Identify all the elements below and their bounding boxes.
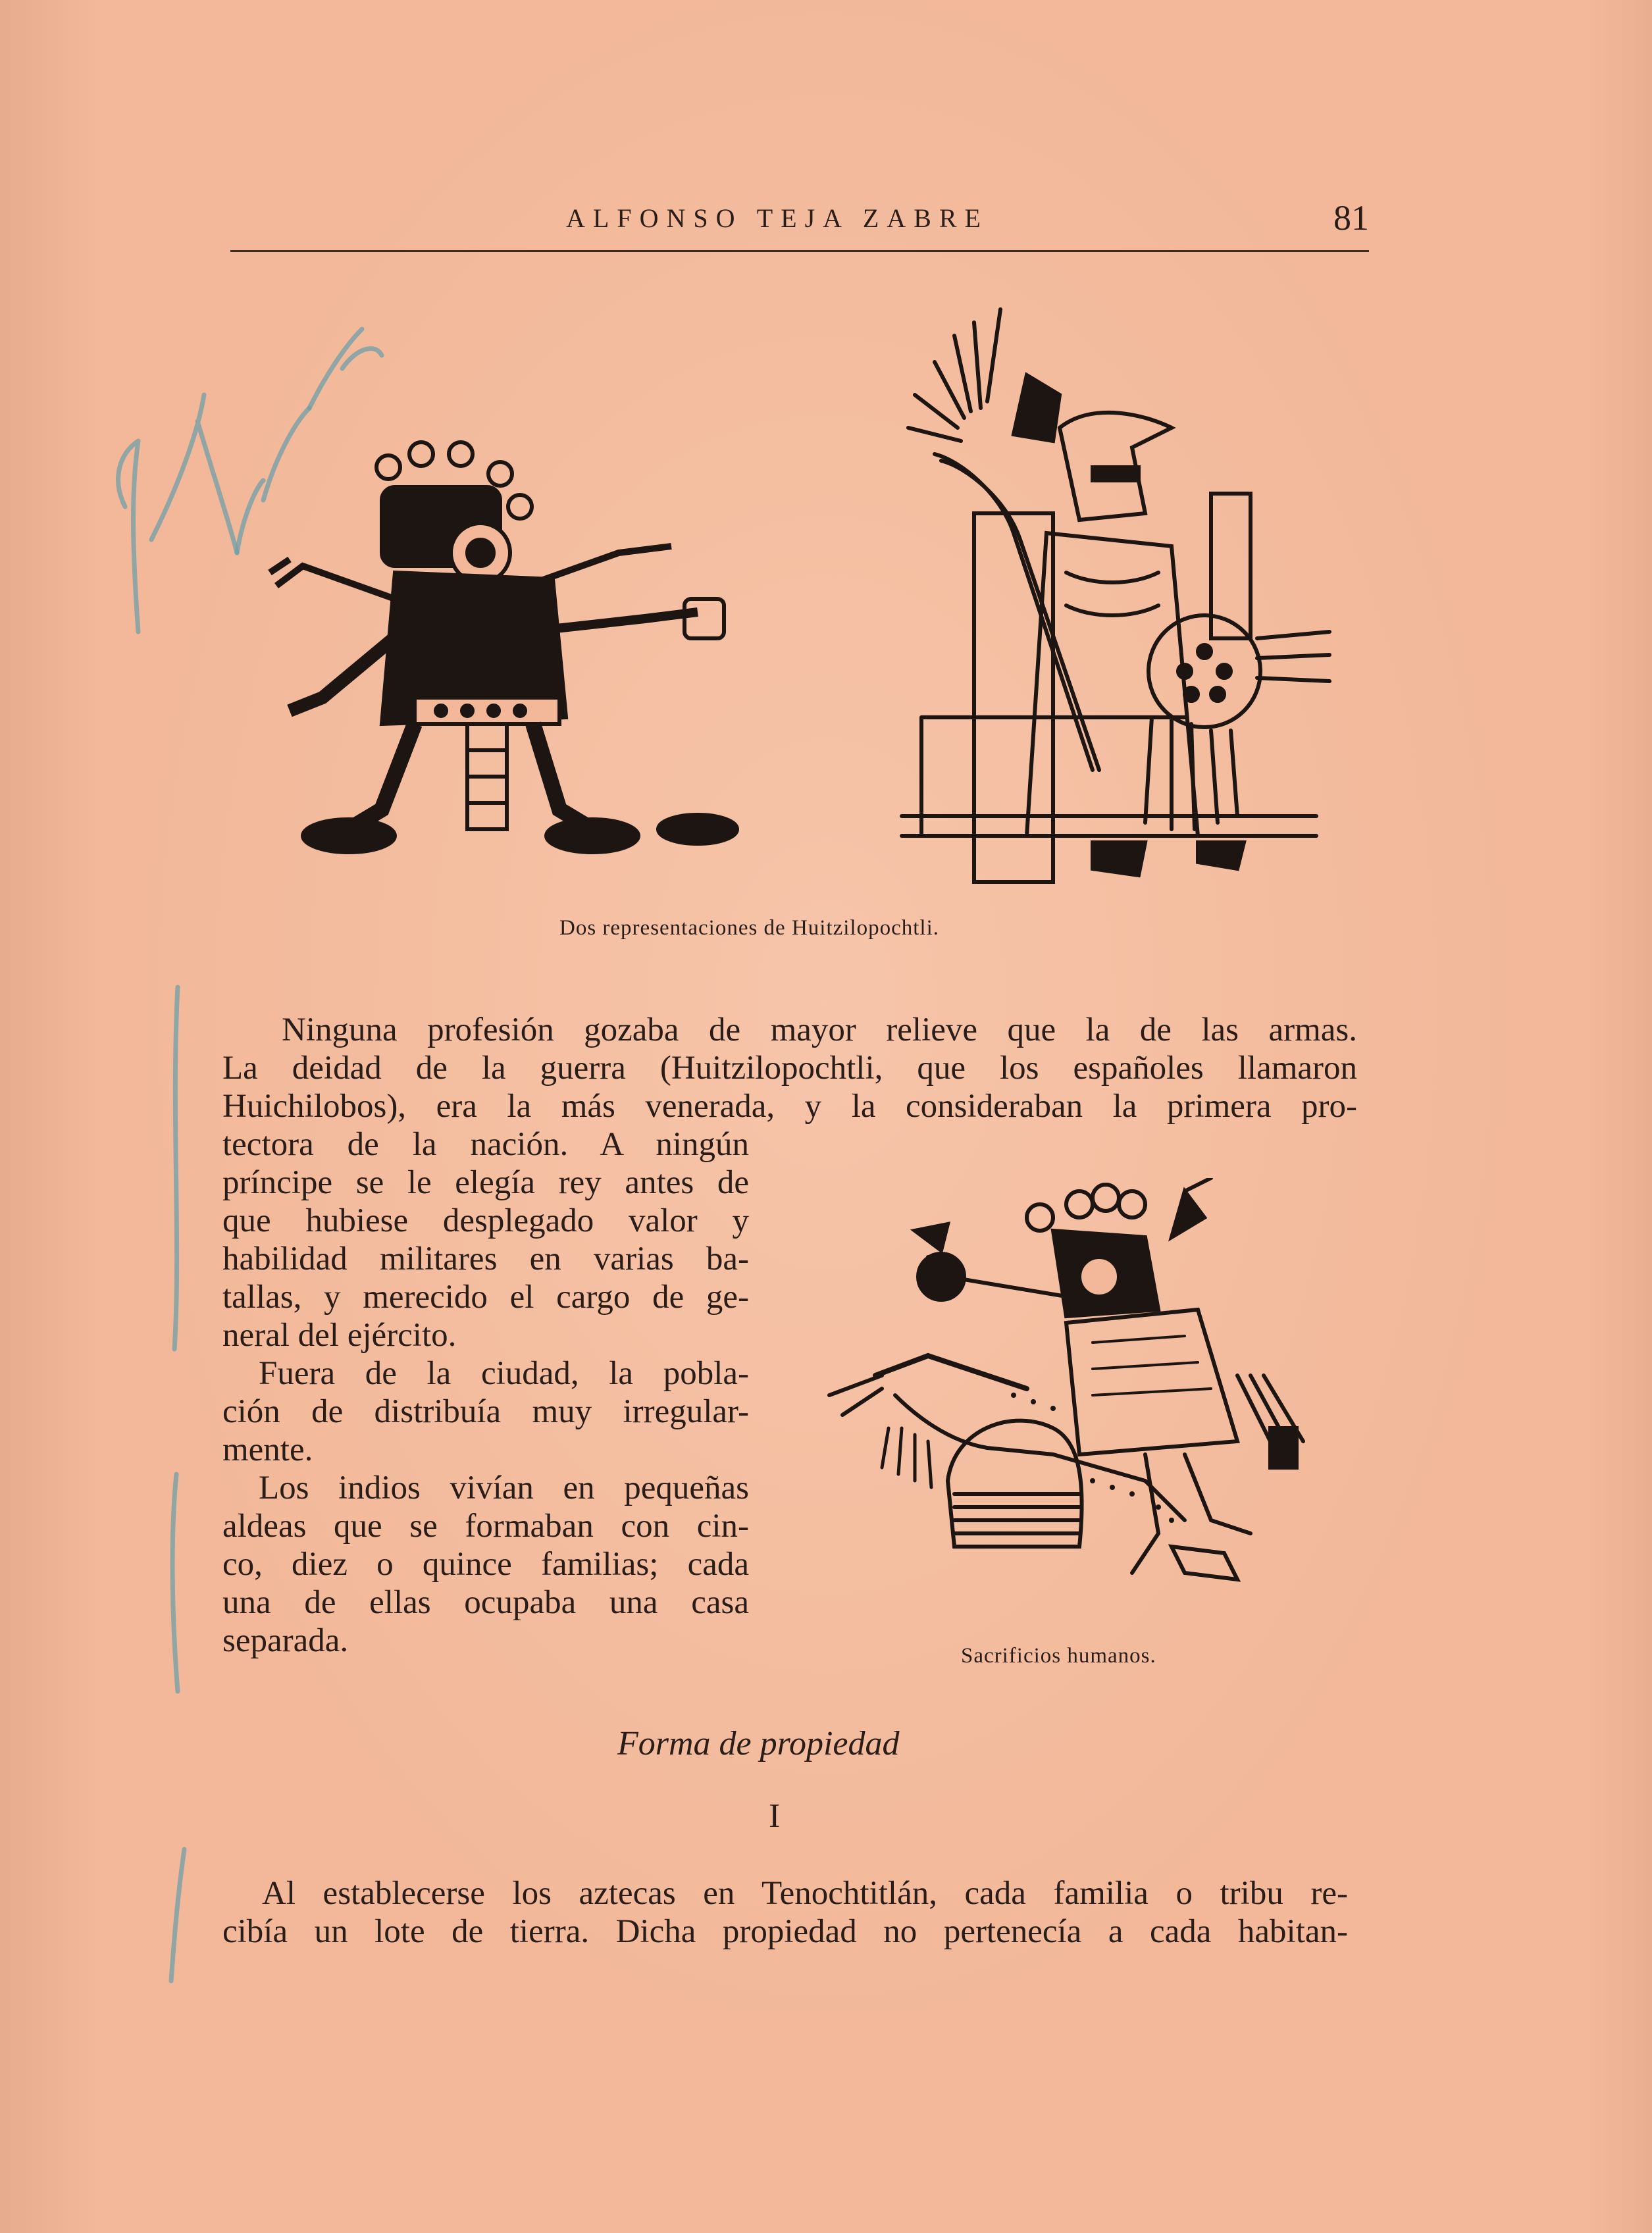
page-number: 81	[1333, 198, 1369, 238]
paragraph-1-full-width	[222, 1011, 1357, 1125]
text-line: Ninguna profesión gozaba de mayor relieve que la de las armas.	[282, 1012, 1357, 1048]
text-line: tallas, y merecido el cargo de ge-	[222, 1279, 749, 1316]
text-line: co, diez o quince familias; cada	[222, 1546, 749, 1583]
text-line: tectora de la nación. A ningún	[222, 1126, 749, 1163]
figure-caption-sacrificios: Sacrificios humanos.	[961, 1644, 1156, 1668]
huitzilopochtli-seated-warrior	[895, 296, 1356, 902]
text-line: La deidad de la guerra (Huitzilopochtli, que los españoles llamaron	[222, 1050, 1357, 1087]
text-line: cibía un lote de tierra. Dicha propiedad no pertenecía a cada habitan-	[222, 1913, 1348, 1950]
narrow-column-text	[222, 1125, 749, 1660]
section-heading: Forma de propiedad	[617, 1725, 900, 1762]
text-line: que hubiese desplegado valor y	[222, 1202, 749, 1239]
text-line: Huichilobos), era la más venerada, y la consideraban la primera pro-	[222, 1088, 1357, 1125]
text-line: príncipe se le elegía rey antes de	[222, 1164, 749, 1201]
text-line: aldeas que se formaban con cin-	[222, 1508, 749, 1545]
figure-caption-huitzilopochtli: Dos representaciones de Huitzilopochtli.	[559, 916, 940, 940]
text-line: Al establecerse los aztecas en Tenochtitlán, cada familia o tribu re-	[262, 1875, 1348, 1912]
section-number: I	[769, 1797, 781, 1835]
text-line: neral del ejército.	[222, 1317, 457, 1354]
human-sacrifice-scene	[816, 1178, 1356, 1599]
pencil-margin-line	[158, 981, 197, 1705]
text-line: ción de distribuía muy irregular-	[222, 1393, 749, 1430]
running-header	[230, 197, 1369, 252]
text-line: mente.	[222, 1431, 313, 1468]
huitzilopochtli-dancing-figure	[250, 434, 763, 862]
section-paragraph	[222, 1874, 1348, 1951]
text-line: una de ellas ocupaba una casa	[222, 1584, 749, 1621]
text-line: Los indios vivían en pequeñas	[259, 1470, 749, 1506]
pencil-margin-tick	[158, 1843, 197, 1988]
text-line: separada.	[222, 1622, 349, 1659]
text-line: habilidad militares en varias ba-	[222, 1241, 749, 1277]
text-line: Fuera de la ciudad, la pobla-	[259, 1355, 749, 1392]
header-author: ALFONSO TEJA ZABRE	[566, 203, 989, 233]
